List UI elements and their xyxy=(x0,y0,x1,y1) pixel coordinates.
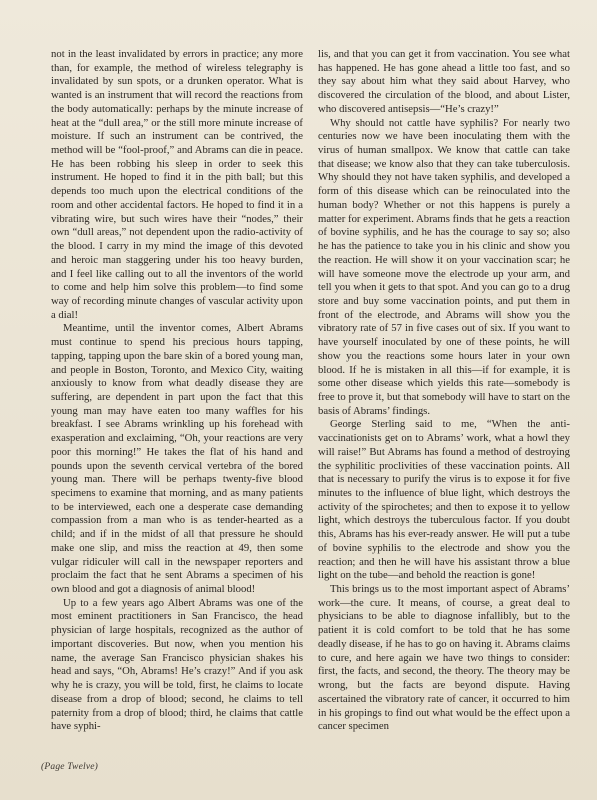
paragraph: This brings us to the most important aspect of Abrams’ work—the cure. It means, of course, a great deal to physicians to be able to diagnose infallibly, but to the patient it is cold comfort to be told that he has some deadly disease, if he has to go on having it. Abrams claims to cure, and here again we have two things to consider: first, the facts, and second, the theory. The theory may be wrong, but the facts are beyond dispute. Having ascertained the vibratory rate of cancer, it occurred to him in his gropings to find out what would be the effect upon a cancer specimen xyxy=(318,583,570,733)
paragraph: lis, and that you can get it from vaccination. You see what has happened. He has gone ahead a little too fast, and so they say about him what they said about Harvey, who discovered the circulation of the blood, and about Lister, who discovered antisepsis—“He’s crazy!” xyxy=(318,48,570,115)
right-text-column xyxy=(318,48,570,734)
paragraph: Why should not cattle have syphilis? For nearly two centuries now we have been inoculating them with the virus of human smallpox. We know that cattle can take that disease; we know also that they can take tuberculosis. Why should they not have taken syphilis, and developed a form of this disease which can be reinoculated into the human body? Whether or not this happens is purely a matter for experiment. Abrams finds that he gets a reaction of bovine syphilis, and he has the courage to say so; also he has the patience to take you in his clinic and show you the reaction. He will show it on your vaccination scar; he will have someone move the electrode up your arm, and tell you when it gets to that spot. And you can go to a drug store and buy some vaccination points, and put them in front of the electrode, and Abrams will show you the vibratory rate of 57 in five cases out of six. If you want to have yourself inoculated by one of these points, he will show you the reactions some hours later in your own blood. If he is mistaken in all this—if for example, it is some other disease which yields this rate—somebody is free to prove it, but that somebody will have to start on the basis of Abrams’ findings. xyxy=(318,116,570,417)
paragraph: not in the least invalidated by errors in practice; any more than, for example, the method of wireless telegraphy is invalidated by sun spots, or a drunken operator. What is wanted is an instrument that will record the reactions from the body automatically: perhaps by the minute increase of heat at the “dull area,” or the still more minute increase of moisture. If such an instrument can be contrived, the method will be “fool-proof,” and Abrams can die in peace. He has been robbing his sleep in order to seek this instrument. He hoped to find it in the pith ball; but this depends too much upon the electrical conditions of the room and other accidental factors. He hoped to find it in a vibrating wire, but such wires have their “nodes,” their own “dull areas,” not dependent upon the radio-activity of the blood. I carry in my mind the image of this devoted and heroic man staggering under his too heavy burden, and I feel like calling out to all the inventors of the world to come and help him solve this problem—to find some way of recording minute changes of vascular activity upon a dial! xyxy=(51,48,303,321)
paragraph: Meantime, until the inventor comes, Albert Abrams must continue to spend his precious hours tapping, tapping, tapping upon the bare skin of a bored young man, and people in Boston, Toronto, and Mexico City, waiting anxiously to know from what deadly disease they are suffering, are dependent in part upon the fact that this young man may have eaten too many waffles for his breakfast. I see Abrams wrinkling up his forehead with exasperation and exclaiming, “Oh, your reactions are very poor this morning!” He takes the flat of his hand and pounds upon the seventh cervical vertebra of the bored young man. There will be perhaps twenty-five blood specimens to examine that morning, and as many patients to be interviewed, each one a desperate case demanding compassion from a man who is as tender-hearted as a child; and if in the midst of all that pressure he should make one slip, and miss the reaction at 49, then some vulgar ridiculer will call in the newspaper reporters and proclaim the fact that he sent Abrams a specimen of his own blood and got a diagnosis of animal blood! xyxy=(51,322,303,596)
paragraph: Up to a few years ago Albert Abrams was one of the most eminent practitioners in San Francisco, the head physician of large hospitals, recognized as the author of important discoveries. But now, when you mention his name, the average San Francisco physician shakes his head and says, “Oh, Abrams! He’s crazy!” And if you ask why he is crazy, you will be told, first, he claims to locate disease from a drop of blood; second, he claims to tell paternity from a drop of blood; third, he claims that cattle have syphi- xyxy=(51,596,303,733)
left-text-column xyxy=(51,48,303,734)
paragraph: George Sterling said to me, “When the anti-vaccinationists get on to Abrams’ work, what a howl they will raise!” But Abrams has found a method of destroying the syphilitic proclivities of these vaccination points. All that is necessary to purify the virus is to expose it for five minutes to the influence of blue light, which destroys the activity of the spirochetes; and then to expose it to yellow light, which destroys the tuberculous factor. If you doubt this, Abrams has his ever-ready answer. He will put a tube of bovine syphilis to the electrode and show you the reaction; and then he will have his assistant throw a blue light on the tube—and behold the reaction is gone! xyxy=(318,418,570,582)
page-number: (Page Twelve) xyxy=(41,762,99,772)
